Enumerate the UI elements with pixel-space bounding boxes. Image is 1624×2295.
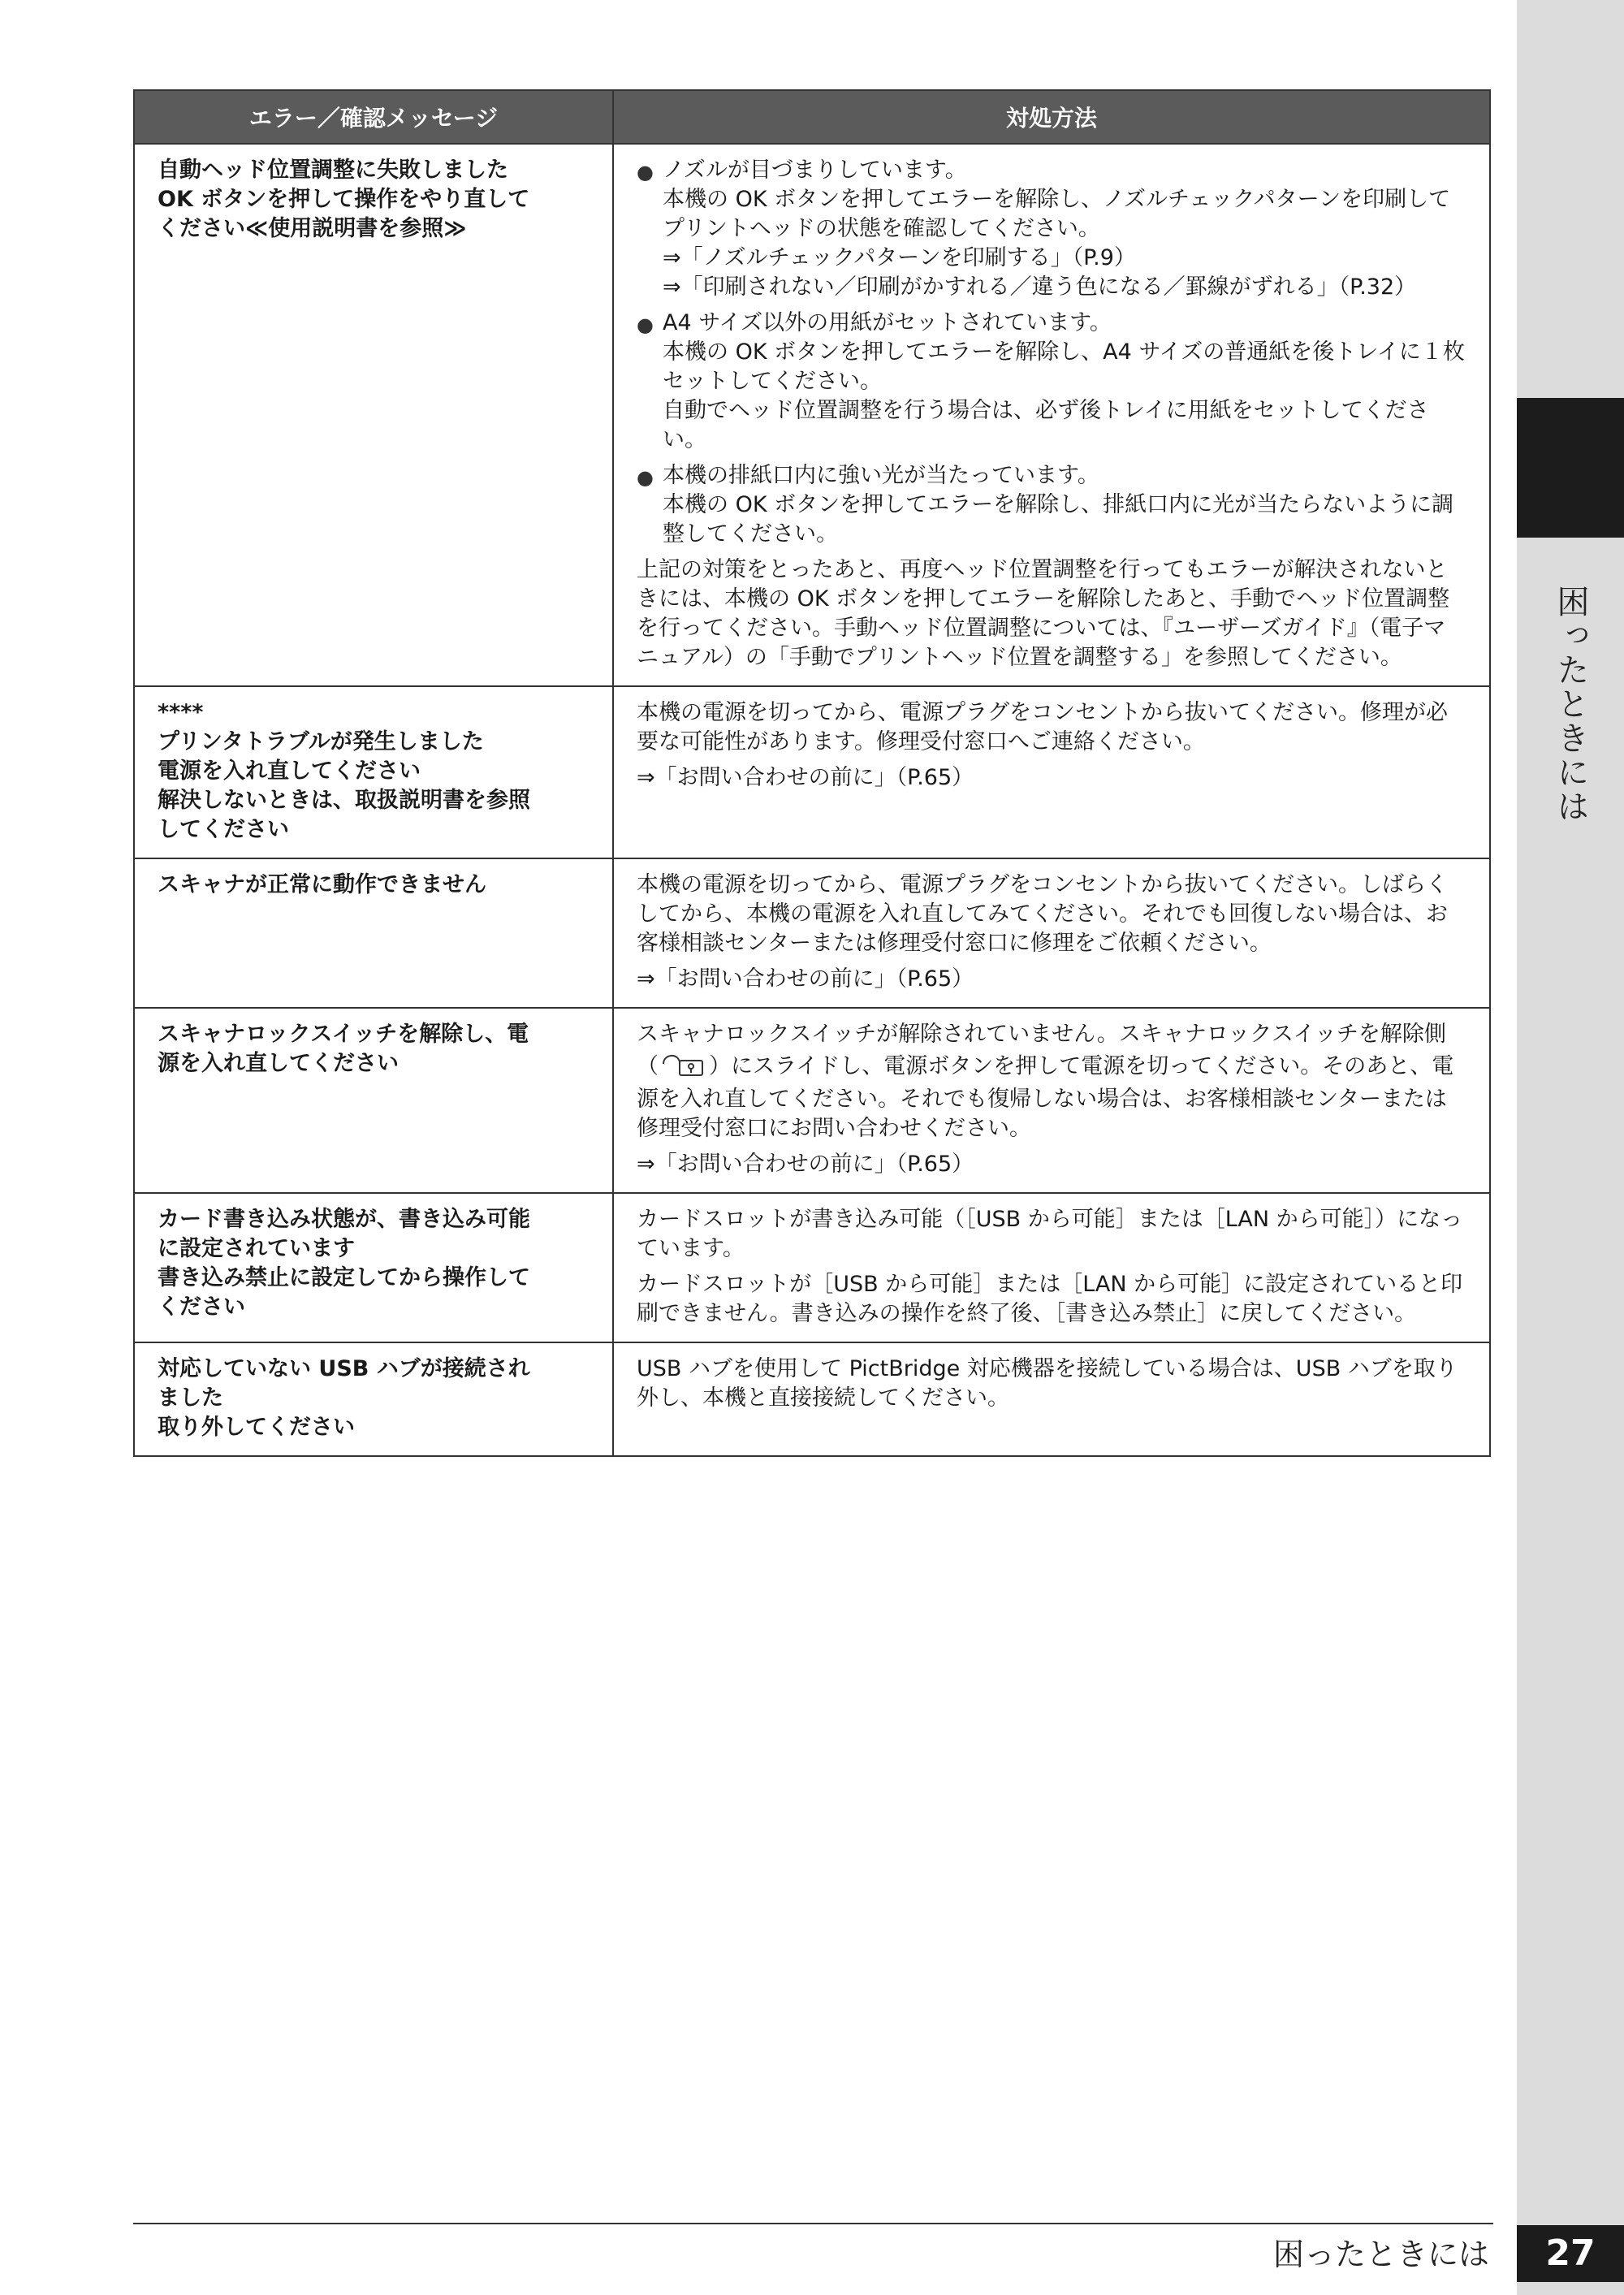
table-row [134, 858, 1490, 1008]
column-header-solution: 対処方法 [613, 90, 1490, 144]
message-line: ください [158, 1294, 245, 1320]
error-message-cell [134, 1342, 613, 1456]
cause-title: ノズルが目づまりしています。 [663, 158, 967, 183]
message-line: スキャナが正常に動作できません [158, 872, 486, 897]
message-line: 取り外してください [158, 1415, 355, 1440]
table-header-row [134, 90, 1490, 144]
unlock-icon [660, 1049, 707, 1085]
cause-list [637, 156, 1466, 549]
solution-text [637, 1020, 1466, 1143]
cause-title: A4 サイズ以外の用紙がセットされています。 [663, 310, 1112, 335]
message-line: 自動ヘッド位置調整に失敗しました [158, 158, 508, 183]
table-row [134, 1342, 1490, 1456]
table-row [134, 1193, 1490, 1342]
bullet-icon: ● [637, 161, 654, 184]
message-line: ください≪使用説明書を参照≫ [158, 216, 467, 241]
message-line: してください [158, 817, 289, 842]
page-number: 27 [1517, 2225, 1624, 2282]
cause-remedy: 本機の OK ボタンを押してエラーを解除し、ノズルチェックパターンを印刷してプリントヘッドの状態を確認してください。 ⇒「ノズルチェックパターンを印刷する」（P.9） ⇒「印刷されない／印刷がかすれる／違う色になる／罫線がずれる」（P.32） [663, 187, 1451, 300]
side-tab-strip [1517, 0, 1624, 2295]
error-message-cell [134, 144, 613, 686]
error-message-table [133, 89, 1491, 1457]
solution-cell [613, 144, 1490, 686]
message-line: **** [158, 700, 204, 725]
message-line: カード書き込み状態が、書き込み可能 [158, 1207, 530, 1232]
solution-text: USB ハブを使用して PictBridge 対応機器を接続している場合は、USB ハブを取り外し、本機と直接接続してください。 [637, 1356, 1458, 1411]
message-line: ました [158, 1385, 223, 1411]
error-message-cell [134, 1193, 613, 1342]
solution-text: カードスロットが［USB から可能］または［LAN から可能］に設定されていると印刷できません。書き込みの操作を終了後、［書き込み禁止］に戻してください。 [637, 1272, 1463, 1326]
message-line: 対応していない USB ハブが接続され [158, 1356, 530, 1381]
error-message-cell [134, 686, 613, 858]
solution-cell [613, 1008, 1490, 1193]
page-reference: ⇒「お問い合わせの前に」（P.65） [637, 765, 974, 790]
cause-remedy: 本機の OK ボタンを押してエラーを解除し、A4 サイズの普通紙を後トレイに１枚セットしてください。 自動でヘッド位置調整を行う場合は、必ず後トレイに用紙をセットしてください。 [663, 339, 1465, 452]
solution-text: カードスロットが書き込み可能（［USB から可能］または［LAN から可能］）になっています。 [637, 1207, 1463, 1261]
solution-text: 本機の電源を切ってから、電源プラグをコンセントから抜いてください。修理が必要な可能性があります。修理受付窓口へご連絡ください。 [637, 700, 1448, 754]
message-line: プリンタトラブルが発生しました [158, 729, 484, 754]
footer-section-title: 困ったときには [1272, 2237, 1489, 2272]
table-row [134, 686, 1490, 858]
solution-cell [613, 686, 1490, 858]
footer-divider [133, 2223, 1493, 2224]
cause-item [637, 309, 1466, 455]
message-line: 電源を入れ直してください [158, 759, 421, 784]
solution-cell [613, 1193, 1490, 1342]
solution-note: 上記の対策をとったあと、再度ヘッド位置調整を行ってもエラーが解決されないときには、本機の OK ボタンを押してエラーを解除したあと、手動でヘッド位置調整を行ってください。手動ヘッド位置調整については、『ユーザーズガイド』（電子マニュアル）の「手動でプリントヘッド位置を調整する」を参照してください。 [637, 557, 1450, 670]
page-reference: ⇒「お問い合わせの前に」（P.65） [637, 966, 974, 992]
message-line: に設定されています [158, 1236, 355, 1261]
message-line: スキャナロックスイッチを解除し、電 [158, 1022, 529, 1047]
solution-cell [613, 1342, 1490, 1456]
error-message-cell [134, 858, 613, 1008]
cause-item [637, 461, 1466, 549]
bullet-icon: ● [637, 466, 654, 489]
side-tab-label: 困ったときには [1552, 585, 1589, 823]
error-message-cell [134, 1008, 613, 1193]
solution-cell [613, 858, 1490, 1008]
solution-text-after: ）にスライドし、電源ボタンを押して電源を切ってください。そのあと、電源を入れ直してください。それでも復帰しない場合は、お客様相談センターまたは修理受付窓口にお問い合わせください。 [637, 1053, 1454, 1141]
table-row [134, 144, 1490, 686]
column-header-message: エラー／確認メッセージ [134, 90, 613, 144]
message-line: 解決しないときは、取扱説明書を参照 [158, 788, 530, 813]
message-line: 源を入れ直してください [158, 1051, 399, 1076]
solution-text: 本機の電源を切ってから、電源プラグをコンセントから抜いてください。しばらくしてから、本機の電源を入れ直してみてください。それでも回復しない場合は、お客様相談センターまたは修理受付窓口に修理をご依頼ください。 [637, 872, 1448, 956]
page-reference: ⇒「お問い合わせの前に」（P.65） [637, 1152, 974, 1177]
cause-item [637, 156, 1466, 302]
table-row [134, 1008, 1490, 1193]
cause-title: 本機の排紙口内に強い光が当たっています。 [663, 463, 1099, 488]
side-tab-marker [1517, 398, 1624, 538]
message-line: 書き込み禁止に設定してから操作して [158, 1265, 530, 1290]
bullet-icon: ● [637, 313, 654, 336]
cause-remedy: 本機の OK ボタンを押してエラーを解除し、排紙口内に光が当たらないように調整してください。 [663, 492, 1454, 547]
message-line: OK ボタンを押して操作をやり直して [158, 187, 530, 212]
solution-text-before: スキャナロックスイッチが解除されていません。スキャナロックスイッチを解除側（ [637, 1022, 1446, 1079]
